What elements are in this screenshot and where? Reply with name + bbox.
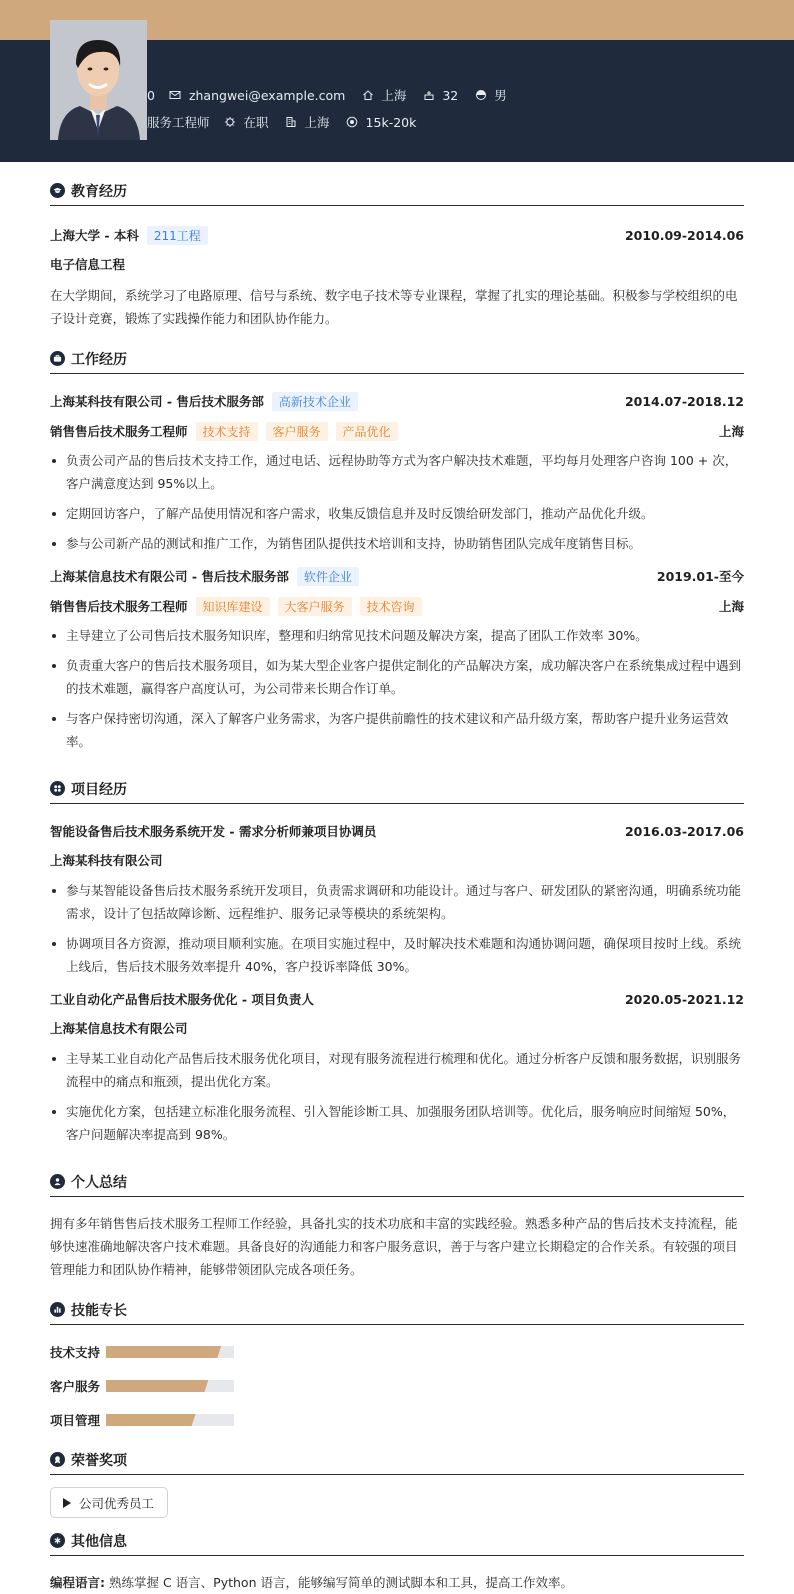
status-item: 在职 [224,113,269,131]
work-city: 上海 [718,599,744,614]
skills-list [50,1335,744,1437]
project-company: 上海某信息技术有限公司 [50,1021,188,1036]
other-section-title: 其他信息 [50,1512,744,1556]
project-header-row [50,989,744,1009]
work-company: 上海某科技有限公司 - 售后技术服务部 [50,393,264,409]
list-item: 定期回访客户，了解产品使用情况和客户需求，收集反馈信息并及时反馈给研发部门，推动产品优化升级。 [50,502,744,525]
work-role-row [50,421,744,441]
work-role: 销售售后技术服务工程师 [50,598,188,614]
skill-level-fill [106,1346,221,1358]
work-item [50,566,744,753]
other-text: 熟练掌握 C 语言、Python 语言，能够编写简单的测试脚本和工具，提高工作效率。 [108,1575,573,1590]
list-item: 与客户保持密切沟通，深入了解客户业务需求，为客户提供前瞻性的技术建议和产品升级方案，帮助客户提升业务运营效率。 [50,707,744,753]
summary-text: 拥有多年销售售后技术服务工程师工作经验，具备扎实的技术功底和丰富的实践经验。熟悉多种产品的售后技术支持流程，能够快速准确地解决客户技术难题。具备良好的沟通能力和客户服务意识，善于与客户建立长期稳定的合作关系。有较强的项目管理能力和团队协作精神，能够带领团队完成各项任务。 [50,1216,738,1277]
work-header-row [50,566,744,586]
skill-item [50,1403,403,1437]
education-description: 在大学期间，系统学习了电路原理、信号与系统、数字电子技术等专业课程，掌握了扎实的理论基础。积极参与学校组织的电子设计竞赛，锻炼了实践操作能力和团队协作能力。 [50,288,738,326]
skill-name: 客户服务 [50,1379,101,1394]
skill-level-bar [106,1346,234,1358]
work-role: 销售售后技术服务工程师 [50,423,188,439]
graduation-cap-icon [50,183,65,198]
gender-item: 男 [474,86,507,104]
user-icon [50,1174,65,1189]
asterisk-icon [50,1533,65,1548]
skill-tag: 知识库建设 [196,597,270,616]
work-bullets [50,624,744,753]
work-header-row [50,391,744,411]
project-name: 工业自动化产品售后技术服务优化 - 项目负责人 [50,992,314,1007]
project-company: 上海某科技有限公司 [50,853,163,868]
email-item: zhangwei@example.com [169,88,345,103]
projects-section-title: 项目经历 [50,760,744,804]
work-city: 上海 [718,424,744,439]
skill-level-bar [106,1414,234,1426]
phone-fragment: 0 [147,87,155,103]
list-item: 主导某工业自动化产品售后技术服务优化项目，对现有服务流程进行梳理和优化。通过分析客户反馈和服务数据，识别服务流程中的痛点和瓶颈，提出优化方案。 [50,1047,744,1093]
skill-level-fill [106,1380,208,1392]
project-name: 智能设备售后技术服务系统开发 - 需求分析师兼项目协调员 [50,824,377,839]
skill-tag: 客户服务 [266,422,328,441]
grid-icon [50,781,65,796]
job-title-fragment: 服务工程师 [147,115,210,130]
list-item: 负责重大客户的售后技术服务项目，如为某大型企业客户提供定制化的产品解决方案，成功解决客户在系统集成过程中遇到的技术难题，赢得客户高度认可，为公司带来长期合作订单。 [50,654,744,700]
work-role-row [50,596,744,616]
company-tag: 高新技术企业 [272,392,358,411]
skill-tag: 产品优化 [336,422,398,441]
skill-tag: 技术支持 [196,422,258,441]
project-header-row [50,821,744,841]
salary-item: 15k-20k [346,115,417,130]
list-item: 参与公司新产品的测试和推广工作，为销售团队提供技术培训和支持，协助销售团队完成年度销售目标。 [50,532,744,555]
skill-tag: 技术咨询 [360,597,422,616]
summary-section-title: 个人总结 [50,1153,744,1197]
list-item: 参与某智能设备售后技术服务系统开发项目，负责需求调研和功能设计。通过与客户、研发团队的紧密沟通，明确系统功能需求，设计了包括故障诊断、远程维护、服务记录等模块的系统架构。 [50,879,744,925]
project-bullets [50,1047,744,1146]
award-item: 公司优秀员工 [50,1487,168,1518]
skill-item [50,1335,403,1369]
work-item [50,391,744,555]
project-item [50,989,744,1146]
contact-row [147,86,523,104]
skill-tag: 大客户服务 [278,597,352,616]
education-section-title: 教育经历 [50,162,744,206]
education-school: 上海大学 - 本科 211工程 [50,226,208,245]
mail-icon [169,89,182,102]
other-info [50,1571,744,1594]
education-date: 2010.09-2014.06 [624,227,744,243]
project-date: 2016.03-2017.06 [624,823,744,839]
avatar [50,20,147,140]
briefcase-icon [50,351,65,366]
education-major: 电子信息工程 [50,257,126,272]
list-item: 主导建立了公司售后技术服务知识库，整理和归纳常见技术问题及解决方案，提高了团队工作效率 30%。 [50,624,744,647]
list-item: 实施优化方案，包括建立标准化服务流程、引入智能诊断工具、加强服务团队培训等。优化后，服务响应时间缩短 50%，客户问题解决率提高到 98%。 [50,1100,744,1146]
list-item: 负责公司产品的售后技术支持工作，通过电话、远程协助等方式为客户解决技术难题，平均每月处理客户咨询 100 + 次，客户满意度达到 95%以上。 [50,449,744,495]
skills-section-title: 技能专长 [50,1281,744,1325]
resume-content [50,162,744,1594]
skill-item [50,1369,403,1403]
age-icon [422,89,435,102]
skill-name: 技术支持 [50,1345,101,1360]
city-item: 上海 [285,113,330,131]
education-tag: 211工程 [147,226,208,245]
project-item [50,821,744,978]
work-date: 2019.01-至今 [656,569,744,584]
list-item: 协调项目各方资源，推动项目顺利实施。在项目实施过程中，及时解决技术难题和沟通协调问题，确保项目按时上线。系统上线后，售后技术服务效率提升 40%，客户投诉率降低 30%。 [50,932,744,978]
awards-section-title: 荣誉奖项 [50,1431,744,1475]
work-date: 2014.07-2018.12 [624,393,744,409]
project-bullets [50,879,744,978]
play-triangle-icon [63,1498,71,1508]
skill-level-fill [106,1414,196,1426]
work-company: 上海某信息技术有限公司 - 售后技术服务部 [50,568,289,584]
status-icon [224,116,237,129]
home-icon [361,89,374,102]
award-icon [50,1452,65,1467]
salary-icon [346,116,359,129]
bar-chart-icon [50,1302,65,1317]
age-item: 32 [422,88,458,103]
company-tag: 软件企业 [297,567,359,586]
education-header-row [50,225,744,245]
project-date: 2020.05-2021.12 [624,991,744,1007]
other-label: 编程语言: [50,1575,105,1590]
work-section-title: 工作经历 [50,330,744,374]
skill-name: 项目管理 [50,1413,101,1428]
job-row [147,113,432,131]
skill-level-bar [106,1380,234,1392]
location-item: 上海 [361,86,406,104]
gender-icon [474,89,487,102]
building-icon [285,116,298,129]
work-bullets [50,449,744,555]
